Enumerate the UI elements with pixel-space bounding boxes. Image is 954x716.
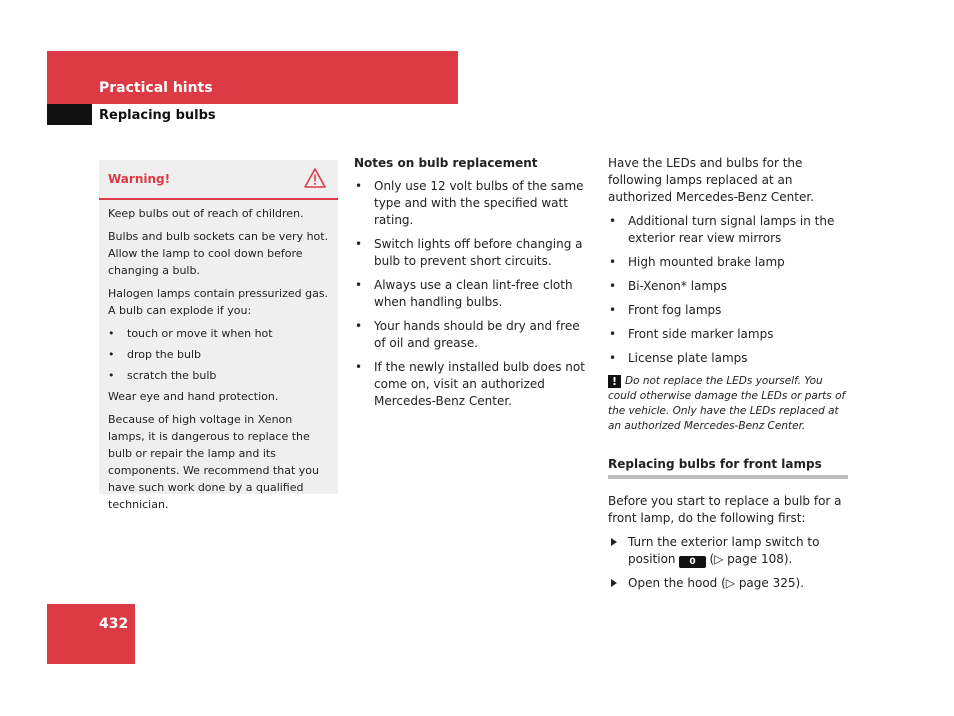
- led-intro: Have the LEDs and bulbs for the following lamps replaced at an authorized Mercedes-Benz Center.: [608, 156, 814, 204]
- notes-bullet: • Switch lights off before changing a bulb to prevent short circuits.: [354, 236, 594, 270]
- warning-body: [99, 200, 338, 513]
- action-step: Open the hood (▷ page 325).: [608, 575, 848, 592]
- led-note: [608, 374, 848, 434]
- header-bar: [47, 51, 458, 104]
- led-bullet: • Bi-Xenon* lamps: [608, 278, 848, 295]
- led-note-text: Do not replace the LEDs yourself. You could otherwise damage the LEDs or parts of the vehicle. Only have the LEDs replaced at an authorized Mercedes-Benz Center.: [608, 375, 846, 432]
- warning-bullet: • touch or move it when hot: [108, 325, 329, 342]
- page-reference: (▷ page 108).: [709, 552, 793, 566]
- switch-position-key: 0: [679, 556, 705, 568]
- subsection-title: Replacing bulbs: [99, 108, 216, 123]
- page-number-box: [47, 604, 135, 664]
- notes-bullet: • Always use a clean lint-free cloth when handling bulbs.: [354, 277, 594, 311]
- notes-bullet: • Your hands should be dry and free of oil and grease.: [354, 318, 594, 352]
- warning-text: Bulbs and bulb sockets can be very hot. Allow the lamp to cool down before changing a bulb.: [108, 230, 329, 277]
- notes-column: [354, 155, 594, 417]
- notes-bullet: • If the newly installed bulb does not come on, visit an authorized Mercedes-Benz Center.: [354, 359, 594, 410]
- led-column: [608, 155, 848, 599]
- step-text: Turn the exterior lamp switch to position: [628, 535, 820, 566]
- front-lamps-heading: Replacing bulbs for front lamps: [608, 456, 848, 479]
- warning-bullet: • scratch the bulb: [108, 367, 329, 384]
- exclamation-icon: !: [608, 375, 621, 388]
- section-title: Practical hints: [99, 80, 213, 96]
- led-bullet: • License plate lamps: [608, 350, 848, 367]
- led-bullet: • High mounted brake lamp: [608, 254, 848, 271]
- warning-text: Because of high voltage in Xenon lamps, it is dangerous to replace the bulb or repair the lamp and its components. We recommend that you have such work done by a qualified technician.: [108, 413, 319, 511]
- warning-box: [99, 160, 338, 511]
- warning-header: [99, 160, 338, 200]
- led-bullet: • Additional turn signal lamps in the exterior rear view mirrors: [608, 213, 848, 247]
- warning-text: Keep bulbs out of reach of children.: [108, 207, 304, 220]
- led-bullet: • Front side marker lamps: [608, 326, 848, 343]
- notes-bullet: • Only use 12 volt bulbs of the same type and with the specified watt rating.: [354, 178, 594, 229]
- warning-label: Warning!: [108, 172, 171, 186]
- led-bullet: • Front fog lamps: [608, 302, 848, 319]
- warning-text: Halogen lamps contain pressurized gas. A bulb can explode if you:: [108, 287, 329, 317]
- front-lamps-intro: Before you start to replace a bulb for a front lamp, do the following first:: [608, 494, 842, 525]
- notes-heading: Notes on bulb replacement: [354, 156, 538, 170]
- section-tab-marker: [47, 104, 92, 125]
- warning-triangle-icon: [304, 168, 326, 188]
- warning-bullet: • drop the bulb: [108, 346, 329, 363]
- action-step: [608, 534, 848, 568]
- warning-text: Wear eye and hand protection.: [108, 390, 279, 403]
- page-number: 432: [99, 616, 129, 632]
